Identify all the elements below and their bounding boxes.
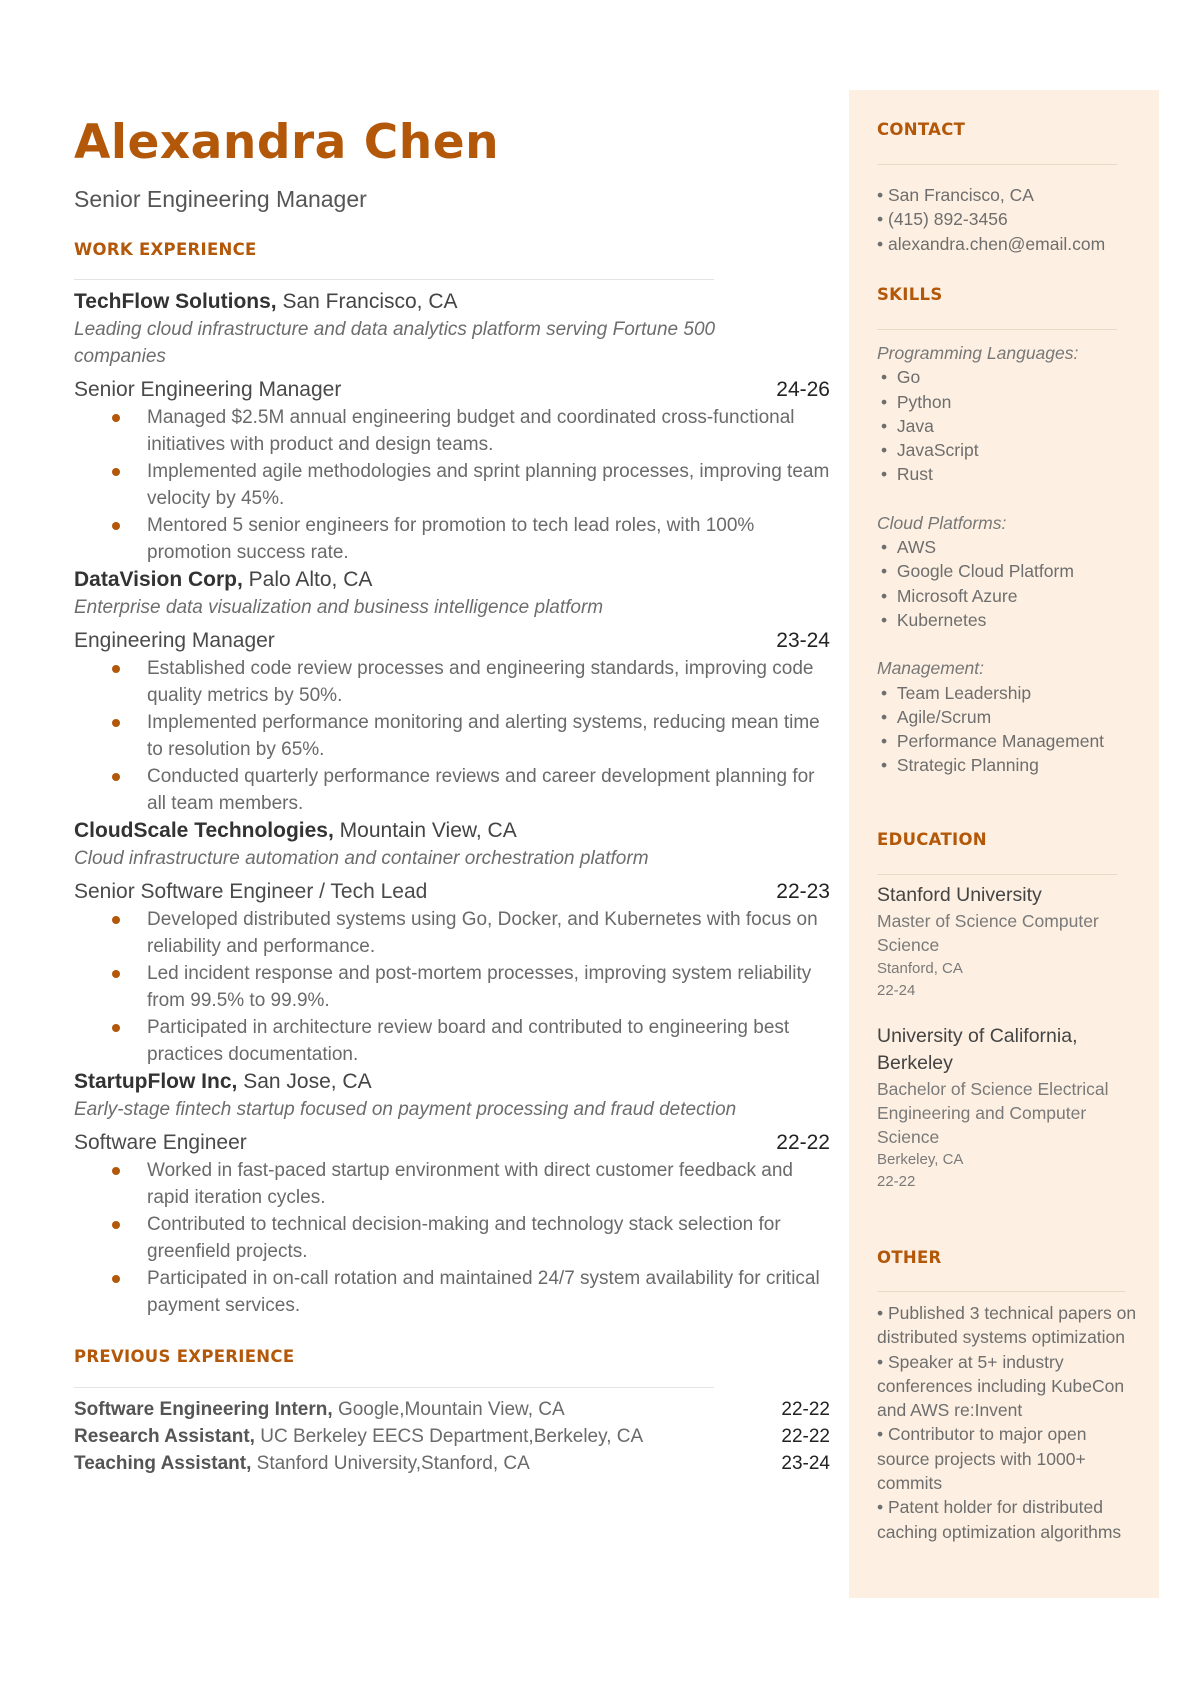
company-name: DataVision Corp, <box>74 568 243 591</box>
skill-item: • Google Cloud Platform <box>881 561 1074 582</box>
job-entry <box>74 288 830 566</box>
other-item: • Published 3 technical papers on distributed systems optimization <box>877 1303 1137 1348</box>
other-item-text: Speaker at 5+ industry conferences including KubeCon and AWS re:Invent <box>877 1351 1125 1421</box>
skill-category: Management: <box>877 658 985 679</box>
previous-role: Software Engineering Intern, <box>74 1399 333 1420</box>
achievement-item: Participated in on-call rotation and maintained 24/7 system availability for critical payment services. <box>74 1265 830 1319</box>
contact-email-text: alexandra.chen@email.com <box>888 233 1106 254</box>
company-line <box>74 566 830 594</box>
contact-location-text: San Francisco, CA <box>888 185 1034 205</box>
main-column <box>74 112 830 1477</box>
company-line <box>74 288 830 316</box>
achievement-item: Managed $2.5M annual engineering budget and coordinated cross-functional initiatives with product and design teams. <box>74 404 830 458</box>
contact-location: • San Francisco, CA <box>877 185 1034 205</box>
other-list <box>877 1301 1139 1544</box>
skill-text: Go <box>896 367 921 388</box>
skill-item: • AWS <box>881 537 937 558</box>
contact-email: • alexandra.chen@email.com <box>877 233 1106 254</box>
sidebar <box>849 90 1159 1598</box>
school-location: Berkeley, CA <box>877 1151 964 1169</box>
role-title: Engineering Manager <box>74 629 275 652</box>
school-dates: 22-24 <box>877 981 916 999</box>
role-row <box>74 878 830 906</box>
previous-role: Research Assistant, <box>74 1426 255 1447</box>
other-item: • Contributor to major open source projects with 1000+ commits <box>877 1424 1087 1494</box>
school-location: Stanford, CA <box>877 959 963 977</box>
section-divider <box>877 1291 1125 1292</box>
company-location: San Francisco, CA <box>282 290 458 313</box>
contact-list <box>877 183 1105 256</box>
previous-role: Teaching Assistant, <box>74 1453 252 1474</box>
role-row <box>74 627 830 655</box>
previous-dates: 22-22 <box>781 1399 830 1420</box>
job-entry <box>74 1068 830 1319</box>
education-list <box>877 882 1117 1193</box>
company-name: CloudScale Technologies, <box>74 819 334 842</box>
section-divider <box>877 874 1117 875</box>
achievement-item: Mentored 5 senior engineers for promotion to tech lead roles, with 100% promotion success rate. <box>74 512 830 566</box>
job-entry <box>74 566 830 817</box>
previous-dates: 22-22 <box>781 1426 830 1447</box>
previous-experience-row <box>74 1450 830 1477</box>
skills-list <box>877 341 1104 778</box>
skill-item: • Team Leadership <box>881 682 1032 703</box>
skill-text: Strategic Planning <box>896 755 1039 776</box>
contact-heading: CONTACT <box>877 120 966 139</box>
role-row <box>74 376 830 404</box>
company-line <box>74 1068 830 1096</box>
previous-dates: 23-24 <box>781 1453 830 1474</box>
school-dates: 22-22 <box>877 1173 916 1191</box>
skills-heading: SKILLS <box>877 285 943 304</box>
school-name: University of California, Berkeley <box>877 1024 1078 1074</box>
contact-phone: • (415) 892-3456 <box>877 209 1008 230</box>
achievement-item: Conducted quarterly performance reviews and career development planning for all team members. <box>74 763 830 817</box>
section-divider <box>74 1387 714 1388</box>
skill-item: • Python <box>881 391 952 412</box>
skill-text: Python <box>896 391 952 412</box>
previous-experience-row <box>74 1423 830 1450</box>
achievement-item: Implemented performance monitoring and alerting systems, reducing mean time to resolution by 65%. <box>74 709 830 763</box>
achievement-item: Led incident response and post-mortem processes, improving system reliability from 99.5% to 99.9%. <box>74 960 830 1014</box>
skill-text: Performance Management <box>896 731 1105 752</box>
company-description: Cloud infrastructure automation and container orchestration platform <box>74 848 649 869</box>
job-entry <box>74 817 830 1068</box>
education-heading: EDUCATION <box>877 830 987 849</box>
skill-text: Team Leadership <box>896 682 1032 703</box>
company-description: Early-stage fintech startup focused on payment processing and fraud detection <box>74 1099 737 1120</box>
skill-text: JavaScript <box>896 440 979 461</box>
section-divider <box>877 329 1117 330</box>
achievement-item: Contributed to technical decision-making and technology stack selection for greenfield projects. <box>74 1211 830 1265</box>
role-dates: 22-23 <box>776 880 830 903</box>
other-item-text: Contributor to major open source projects with 1000+ commits <box>877 1424 1087 1494</box>
achievement-list <box>74 655 830 817</box>
role-dates: 23-24 <box>776 629 830 652</box>
company-name: StartupFlow Inc, <box>74 1070 238 1093</box>
skill-item: • JavaScript <box>881 440 979 461</box>
company-name: TechFlow Solutions, <box>74 290 277 313</box>
section-divider <box>74 279 714 280</box>
school-name: Stanford University <box>877 884 1042 906</box>
skill-item: • Java <box>881 415 934 436</box>
previous-experience-row <box>74 1396 830 1423</box>
skill-category: Programming Languages: <box>877 343 1079 363</box>
skill-text: Rust <box>896 464 933 485</box>
skill-text: Google Cloud Platform <box>896 561 1074 582</box>
section-divider <box>877 164 1117 165</box>
role-row <box>74 1129 830 1157</box>
company-line <box>74 817 830 845</box>
skill-item: • Agile/Scrum <box>881 706 992 727</box>
other-item: • Patent holder for distributed caching optimization algorithms <box>877 1497 1122 1542</box>
skill-item: • Microsoft Azure <box>881 585 1018 606</box>
previous-experience-heading: PREVIOUS EXPERIENCE <box>74 1347 295 1366</box>
skill-text: AWS <box>896 537 937 558</box>
achievement-item: Established code review processes and engineering standards, improving code quality metrics by 50%. <box>74 655 830 709</box>
skill-category: Cloud Platforms: <box>877 512 1007 533</box>
other-item-text: Published 3 technical papers on distributed systems optimization <box>877 1303 1137 1348</box>
achievement-list <box>74 404 830 566</box>
achievement-item: Worked in fast-paced startup environment with direct customer feedback and rapid iteration cycles. <box>74 1157 830 1211</box>
achievement-item: Implemented agile methodologies and sprint planning processes, improving team velocity by 45%. <box>74 458 830 512</box>
achievement-item: Participated in architecture review board and contributed to engineering best practices documentation. <box>74 1014 830 1068</box>
role-dates: 24-26 <box>776 378 830 401</box>
education-entry <box>877 882 1117 1002</box>
other-heading: OTHER <box>877 1248 942 1267</box>
company-description: Enterprise data visualization and business intelligence platform <box>74 597 604 618</box>
company-description: Leading cloud infrastructure and data analytics platform serving Fortune 500 companies <box>74 319 716 367</box>
contact-phone-text: (415) 892-3456 <box>888 209 1008 230</box>
previous-place: Stanford University,Stanford, CA <box>256 1453 530 1474</box>
work-experience-heading: WORK EXPERIENCE <box>74 240 257 259</box>
skill-text: Agile/Scrum <box>896 706 992 727</box>
achievement-list <box>74 1157 830 1319</box>
role-title: Software Engineer <box>74 1131 247 1154</box>
education-entry <box>877 1023 1117 1194</box>
role-title: Senior Engineering Manager <box>74 378 342 401</box>
company-location: San Jose, CA <box>243 1070 372 1093</box>
skill-item: • Rust <box>881 464 933 485</box>
achievement-item: Developed distributed systems using Go, Docker, and Kubernetes with focus on reliability and performance. <box>74 906 830 960</box>
skill-text: Kubernetes <box>896 609 987 630</box>
skill-text: Microsoft Azure <box>896 585 1018 606</box>
other-item: • Speaker at 5+ industry conferences including KubeCon and AWS re:Invent <box>877 1351 1125 1421</box>
company-location: Mountain View, CA <box>339 819 517 842</box>
candidate-name: Alexandra Chen <box>74 115 500 170</box>
skill-item: • Strategic Planning <box>881 755 1039 776</box>
skill-item: • Kubernetes <box>881 609 987 630</box>
previous-place: UC Berkeley EECS Department,Berkeley, CA <box>260 1426 644 1447</box>
skill-item: • Performance Management <box>881 731 1105 752</box>
role-title: Senior Software Engineer / Tech Lead <box>74 880 428 903</box>
degree: Bachelor of Science Electrical Engineering and Computer Science <box>877 1078 1109 1148</box>
role-dates: 22-22 <box>776 1131 830 1154</box>
skill-item: • Go <box>881 367 921 388</box>
company-location: Palo Alto, CA <box>248 568 373 591</box>
achievement-list <box>74 906 830 1068</box>
previous-place: Google,Mountain View, CA <box>337 1399 565 1420</box>
candidate-title: Senior Engineering Manager <box>74 186 367 212</box>
degree: Master of Science Computer Science <box>877 911 1099 956</box>
skill-text: Java <box>896 415 934 436</box>
other-item-text: Patent holder for distributed caching optimization algorithms <box>877 1497 1122 1542</box>
